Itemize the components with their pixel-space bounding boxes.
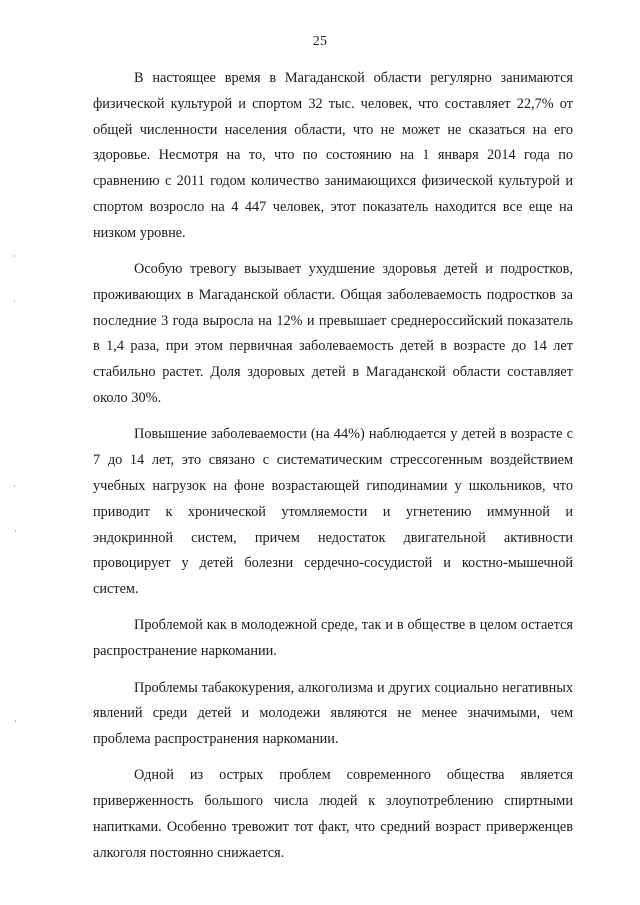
body-text [93,66,573,877]
paragraph-sport-participation: В настоящее время в Магаданской области регулярно занимаются физической культурой и спортом 32 тыс. человек, что составляет 22,7% от общей численности населения области, что не может не сказаться на его здоровье. Несмотря на то, что по состоянию на 1 января 2014 года по сравнению с 2011 годом количество занимающихся физической культурой и спортом возросло на 4 447 человек, этот показатель находится все еще на низком уровне. [93,70,573,241]
page-number: 25 [312,34,328,49]
scan-mark [15,530,16,532]
paragraph-alcohol-abuse: Одной из острых проблем современного общества является приверженность большого числа людей к злоупотреблению спиртными напитками. Особенно тревожит тот факт, что средний возраст приверженцев алкоголя постоянно снижается. [93,767,573,861]
paragraph-tobacco-alcohol: Проблемы табакокурения, алкоголизма и других социально негативных явлений среди детей и молодежи являются не менее значимыми, чем проблема распространения наркомании. [93,679,573,748]
scan-mark [14,485,15,487]
scan-mark [14,300,15,302]
scan-mark [14,255,15,257]
paragraph-drug-addiction: Проблемой как в молодежной среде, так и в обществе в целом остается распространение наркомании. [93,617,573,660]
paragraph-child-health: Особую тревогу вызывает ухудшение здоровья детей и подростков, проживающих в Магаданской области. Общая заболеваемость подростков за последние 3 года выросла на 12% и превышает среднероссийский показатель в 1,4 раза, при этом первичная заболеваемость детей в возрасте до 14 лет стабильно растет. Доля здоровых детей в Магаданской области составляет около 30%. [93,261,573,407]
scan-mark [15,720,16,722]
paragraph-morbidity-growth: Повышение заболеваемости (на 44%) наблюдается у детей в возрасте с 7 до 14 лет, это связано с систематическим стрессогенным воздействием учебных нагрузок на фоне возрастающей гиподинамии у школьников, что приводит к хронической утомляемости и угнетению иммунной и эндокринной систем, причем недостаток двигательной активности провоцирует у детей болезни сердечно-сосудистой и костно-мышечной систем. [93,426,573,598]
